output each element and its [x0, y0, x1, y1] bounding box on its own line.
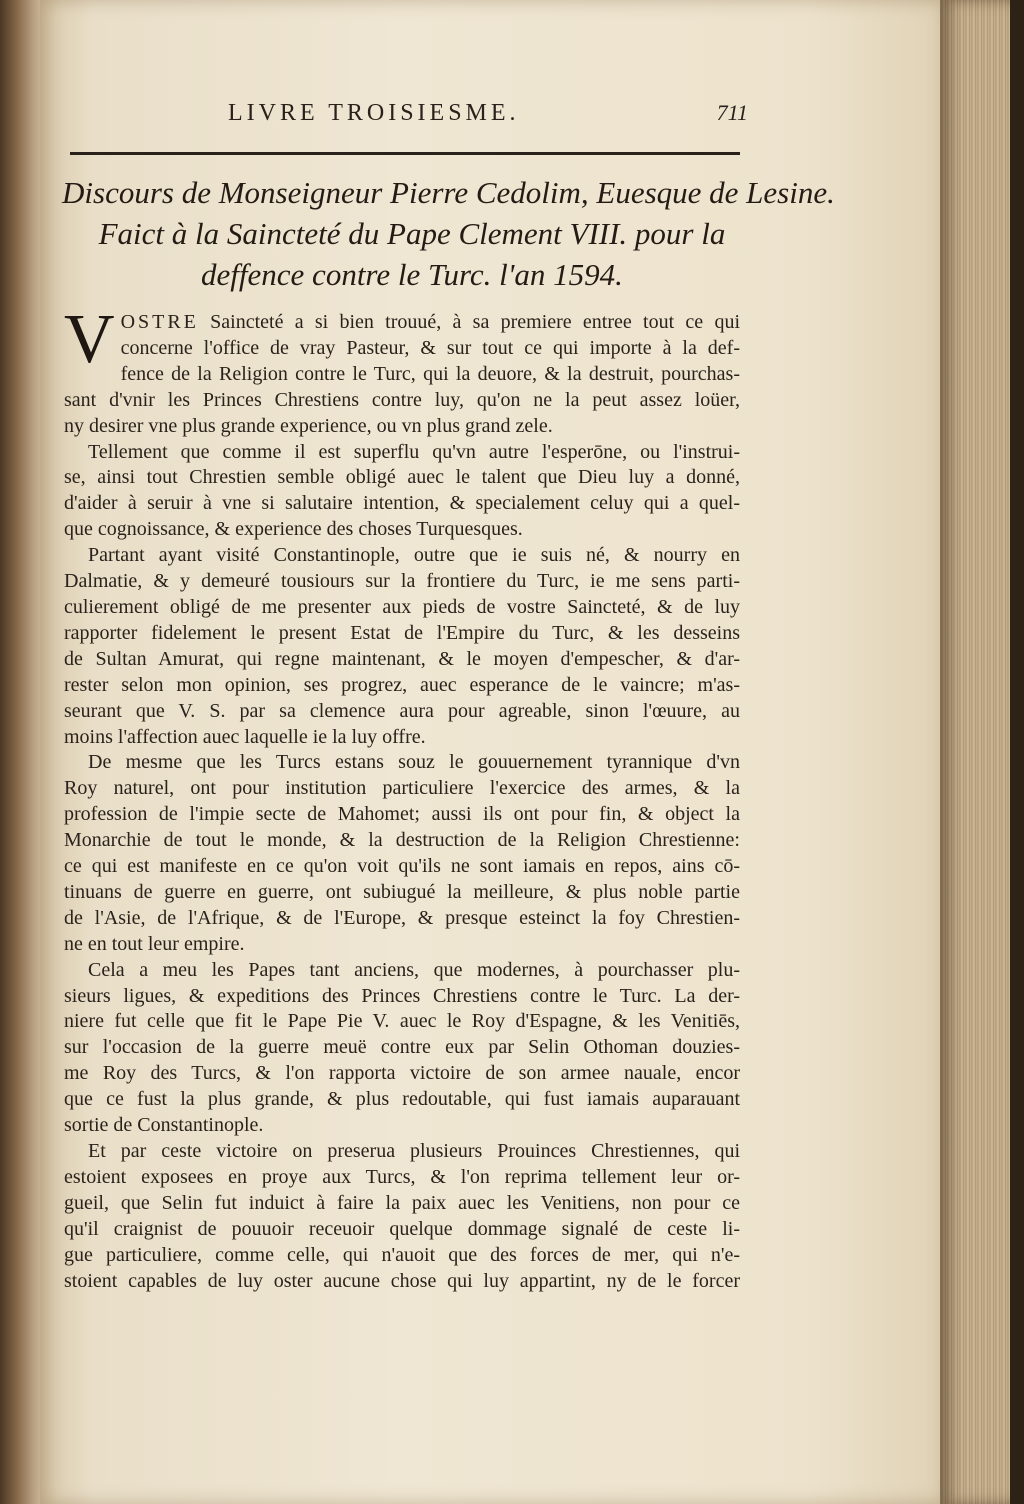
- text-line: concerne l'office de vray Pasteur, & sur tout ce qui importe à la def-: [120, 336, 740, 359]
- paragraph: [64, 301, 740, 440]
- text-line: ne en tout leur empire.: [64, 932, 245, 955]
- text-line: Et par ceste victoire on preserua plusieurs Prouinces Chrestiennes, qui: [88, 1140, 740, 1162]
- body-text: [64, 301, 740, 1294]
- text-line: que cognoissance, & experience des choses Turquesques.: [64, 518, 523, 541]
- title-line: deffence contre le Turc. l'an 1594.: [201, 257, 623, 292]
- text-line: De mesme que les Turcs estans souz le gouuernement tyrannique d'vn: [88, 751, 740, 774]
- text-line: rapporter fidelement le present Estat de l'Empire du Turc, & les desseins: [64, 621, 740, 644]
- running-title: LIVRE TROISIESME.: [228, 100, 520, 126]
- paragraph: [64, 1139, 740, 1294]
- text-line: estoient exposees en proye aux Turcs, & l'on reprima tellement leur or-: [64, 1165, 740, 1188]
- text-line: Tellement que comme il est superflu qu'vn autre l'esperōne, ou l'instrui-: [88, 440, 740, 463]
- paragraph: [64, 543, 740, 750]
- text-line: qu'il craignist de pouuoir receuoir quelque dommage signalé de ceste li-: [64, 1217, 740, 1240]
- text-line: ce qui est manifeste en ce qu'on voit qu'ils ne sont iamais en repos, ains cō-: [64, 855, 740, 878]
- text-line: se, ainsi tout Chrestien semble obligé auec le talent que Dieu luy a donné,: [64, 466, 740, 489]
- text-line: ny desirer vne plus grande experience, ou vn plus grand zele.: [64, 414, 553, 437]
- text-line: stoient capables de luy oster aucune chose qui luy appartint, ny de le forcer: [64, 1269, 740, 1292]
- text-line: gueil, que Selin fut induict à faire la paix auec les Venitiens, non pour ce: [64, 1191, 740, 1214]
- header-rule: [70, 152, 740, 155]
- text-line: sieurs ligues, & expeditions des Princes Chrestiens contre le Turc. La der-: [64, 984, 740, 1007]
- page-fore-edge: [940, 0, 1024, 1504]
- chapter-title: [62, 172, 835, 295]
- text-line: d'aider à seruir à vne si salutaire intention, & specialement celuy qui a quel-: [64, 492, 740, 515]
- text-line: que ce fust la plus grande, & plus redoutable, qui fust iamais auparauant: [64, 1088, 740, 1111]
- text-line-content: Saincteté a si bien trouué, à sa premiere entree tout ce qui: [210, 311, 740, 333]
- title-line: Discours de Monseigneur Pierre Cedolim, Euesque de Lesine.: [62, 175, 835, 210]
- text-line: Dalmatie, & y demeuré tousiours sur la frontiere du Turc, ie me sens parti-: [64, 570, 740, 593]
- text-line: culierement obligé de me presenter aux pieds de vostre Saincteté, & de luy: [64, 595, 740, 618]
- text-line: niere fut celle que fit le Pape Pie V. auec le Roy d'Espagne, & les Venitiēs,: [64, 1010, 740, 1033]
- first-word: OSTRE: [120, 311, 199, 333]
- text-line: fence de la Religion contre le Turc, qui la deuore, & la destruit, pourchas-: [120, 362, 740, 385]
- text-line: me Roy des Turcs, & l'on rapporta victoire de son armee nauale, encor: [64, 1062, 740, 1085]
- text-line: sant d'vnir les Princes Chrestiens contre luy, qu'on ne la peut assez loüer,: [64, 388, 740, 411]
- drop-cap: V: [64, 301, 115, 378]
- title-line: Faict à la Saincteté du Pape Clement VIII. pour la: [98, 216, 726, 251]
- text-line: seurant que V. S. par sa clemence aura pour agreable, sinon l'œuure, au: [64, 699, 740, 722]
- page-header: [228, 100, 748, 127]
- text-line: sur l'occasion de la guerre meuë contre eux par Selin Othoman douzies-: [64, 1036, 740, 1059]
- text-line: Roy naturel, ont pour institution particuliere l'exercice des armes, & la: [64, 777, 740, 800]
- paragraph: [64, 750, 740, 957]
- text-line: Cela a meu les Papes tant anciens, que modernes, à pourchasser plu-: [88, 958, 740, 981]
- paragraph: [64, 958, 740, 1139]
- text-line: Monarchie de tout le monde, & la destruction de la Religion Chrestienne:: [64, 829, 740, 852]
- text-line: gue particuliere, comme celle, qui n'auoit que des forces de mer, qui n'e-: [64, 1243, 740, 1266]
- page-number: 711: [716, 100, 748, 125]
- text-line: profession de l'impie secte de Mahomet; aussi ils ont pour fin, & object la: [64, 803, 740, 826]
- paragraph: [64, 440, 740, 544]
- text-line: Partant ayant visité Constantinople, outre que ie suis né, & nourry en: [88, 544, 740, 567]
- text-line: de l'Asie, de l'Afrique, & de l'Europe, & presque esteinct la foy Chrestien-: [64, 906, 740, 929]
- text-line: sortie de Constantinople.: [64, 1114, 264, 1137]
- paragraph-list: [64, 440, 740, 1295]
- text-line: moins l'affection auec laquelle ie la luy offre.: [64, 725, 426, 748]
- text-line: de Sultan Amurat, qui regne maintenant, & le moyen d'empescher, & d'ar-: [64, 647, 740, 670]
- text-line: rester selon mon opinion, ses progrez, auec esperance de le vaincre; m'as-: [64, 673, 740, 696]
- text-line: tinuans de guerre en guerre, ont subiugué la meilleure, & plus noble partie: [64, 880, 740, 903]
- text-line: [64, 310, 740, 336]
